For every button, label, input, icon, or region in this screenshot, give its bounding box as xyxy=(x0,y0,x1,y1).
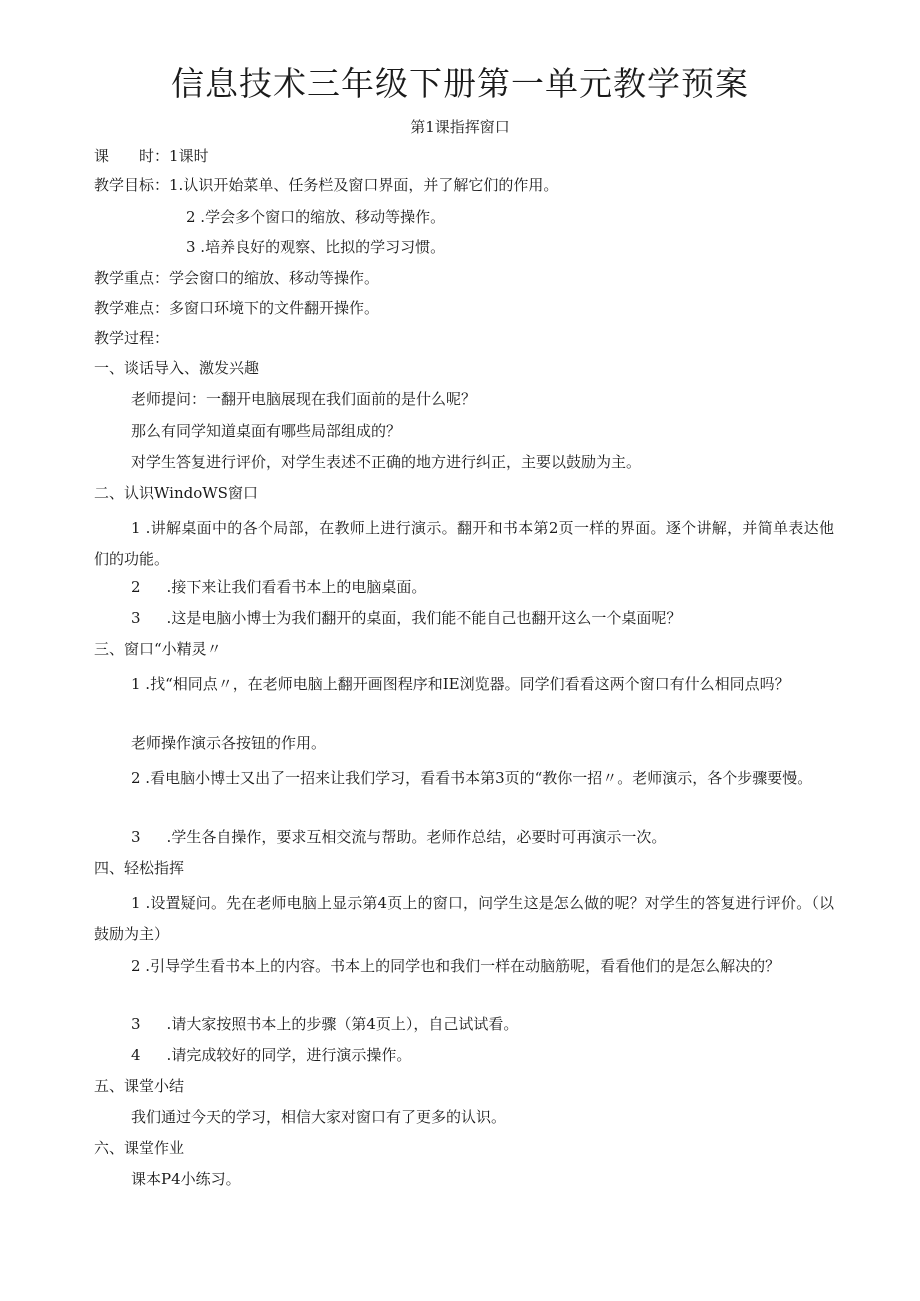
paragraph: 我们通过今天的学习，相信大家对窗口有了更多的认识。 xyxy=(131,1108,507,1126)
key-point: 教学重点：学会窗口的缩放、移动等操作。 xyxy=(94,269,380,287)
list-item: 2 .接下来让我们看看书本上的电脑桌面。 xyxy=(131,578,427,596)
section-heading-6: 六、课堂作业 xyxy=(94,1139,185,1157)
section-heading-5: 五、课堂小结 xyxy=(94,1077,185,1095)
paragraph: 课本P4小练习。 xyxy=(131,1170,241,1188)
lesson-subtitle: 第1课指挥窗口 xyxy=(410,118,510,136)
document-title: 信息技术三年级下册第一单元教学预案 xyxy=(171,64,749,103)
list-item: 1 .设置疑问。先在老师电脑上显示第4页上的窗口，问学生这是怎么做的呢？对学生的答复进行评价。（以鼓励为主） xyxy=(94,894,834,943)
section-heading-4: 四、轻松指挥 xyxy=(94,859,185,877)
list-item: 4 .请完成较好的同学，进行演示操作。 xyxy=(131,1046,412,1064)
section-heading-2: 二、认识WindoWS窗口 xyxy=(94,484,258,502)
difficulty-point: 教学难点：多窗口环境下的文件翻开操作。 xyxy=(94,299,380,317)
list-item: 3 .这是电脑小博士为我们翻开的桌面，我们能不能自己也翻开这么一个桌面呢？ xyxy=(131,609,682,627)
list-item: 3 .学生各自操作，要求互相交流与帮助。老师作总结，必要时可再演示一次。 xyxy=(131,828,667,846)
paragraph: 老师提问：一翻开电脑展现在我们面前的是什么呢？ xyxy=(131,390,477,408)
list-item: 2 .引导学生看书本上的内容。书本上的同学也和我们一样在动脑筋呢，看看他们的是怎么解决的？ xyxy=(131,957,781,975)
objectives-line-2: 2 .学会多个窗口的缩放、移动等操作。 xyxy=(186,208,446,226)
section-heading-1: 一、谈话导入、激发兴趣 xyxy=(94,359,260,377)
paragraph: 对学生答复进行评价，对学生表述不正确的地方进行纠正，主要以鼓励为主。 xyxy=(131,453,642,471)
section-heading-3: 三、窗口“小精灵〃 xyxy=(94,640,222,658)
list-item: 1 .讲解桌面中的各个局部，在教师上进行演示。翻开和书本第2页一样的界面。逐个讲解，并简单表达他们的功能。 xyxy=(94,519,834,568)
objectives-line-1: 教学目标：1.认识开始菜单、任务栏及窗口界面，并了解它们的作用。 xyxy=(94,176,559,194)
paragraph: 那么有同学知道桌面有哪些局部组成的？ xyxy=(131,422,402,440)
process-label: 教学过程： xyxy=(94,329,170,347)
list-item: 3 .请大家按照书本上的步骤（第4页上），自己试试看。 xyxy=(131,1015,519,1033)
list-item: 2 .看电脑小博士又出了一招来让我们学习，看看书本第3页的“教你一招〃。老师演示，各个步骤要慢。 xyxy=(131,769,813,787)
paragraph: 老师操作演示各按钮的作用。 xyxy=(131,734,327,752)
objectives-line-3: 3 .培养良好的观察、比拟的学习习惯。 xyxy=(186,238,446,256)
class-period-line: 课 时：1课时 xyxy=(94,147,209,165)
list-item: 1 .找“相同点〃，在老师电脑上翻开画图程序和IE浏览器。同学们看看这两个窗口有什么相同点吗？ xyxy=(131,675,790,693)
